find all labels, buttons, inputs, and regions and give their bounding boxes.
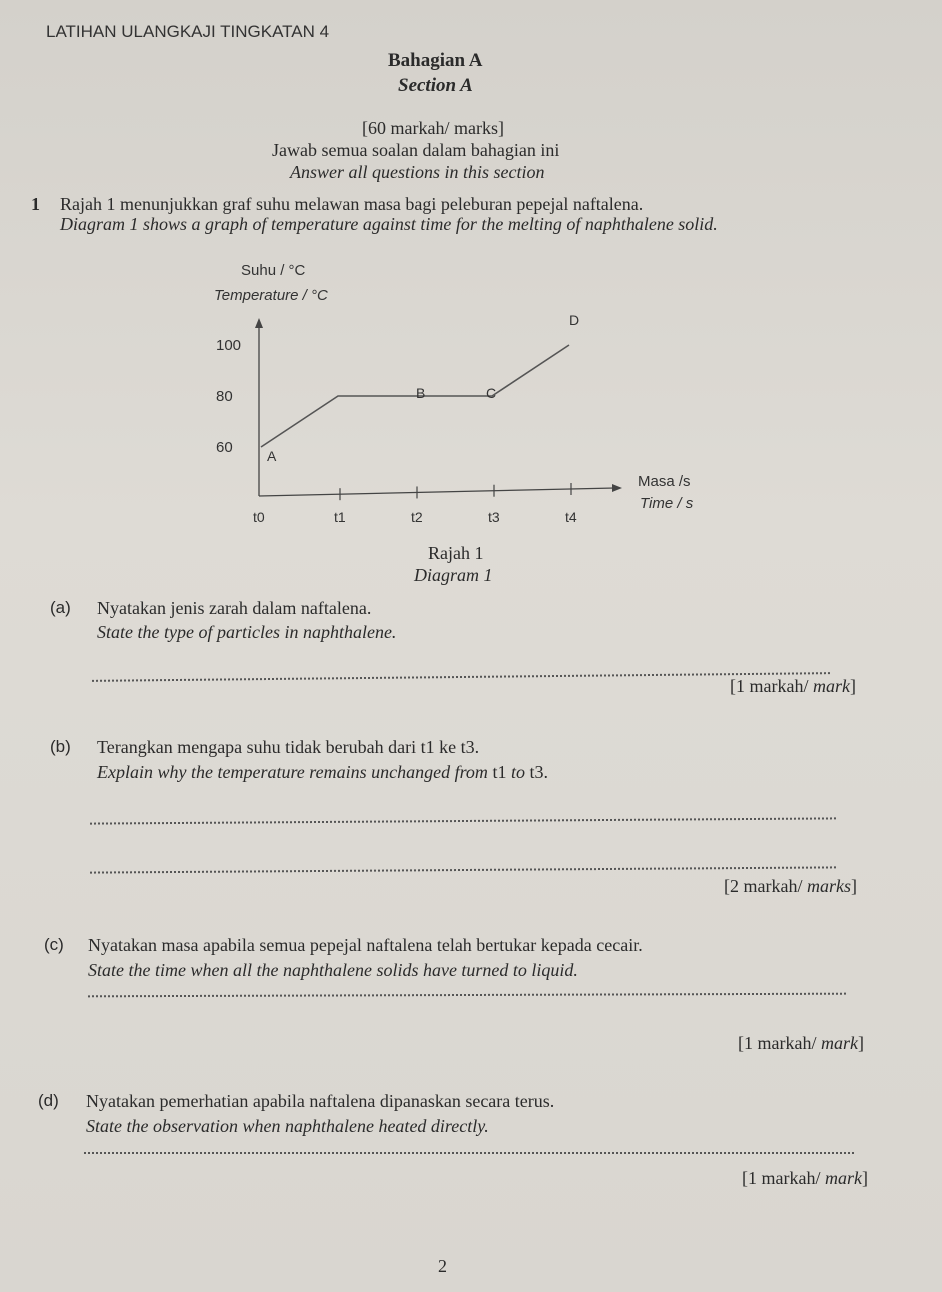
part-c-label: (c) xyxy=(44,935,64,954)
y-tick-label: 60 xyxy=(216,439,233,456)
section-title-en: Section A xyxy=(398,75,473,96)
x-axis xyxy=(259,488,615,496)
part-b-answer-line-1[interactable] xyxy=(90,817,836,824)
diagram-caption-ms: Rajah 1 xyxy=(428,543,484,563)
part-d-question-ms: Nyatakan pemerhatian apabila naftalena dipanaskan secara terus. xyxy=(86,1091,555,1111)
x-tick-label: t1 xyxy=(334,509,346,525)
x-tick-label: t0 xyxy=(253,509,265,525)
part-d-marks: [1 markah/ mark] xyxy=(742,1168,868,1188)
part-a-label: (a) xyxy=(50,598,71,617)
part-d-question-en: State the observation when naphthalene heated directly. xyxy=(86,1116,489,1136)
part-b-answer-line-2[interactable] xyxy=(90,866,836,873)
question-stem-ms: Rajah 1 menunjukkan graf suhu melawan masa bagi peleburan pepejal naftalena. xyxy=(60,194,644,214)
section-marks: [60 markah/ marks] xyxy=(362,118,504,138)
x-axis-label-ms: Masa /s xyxy=(638,473,691,490)
section-title-ms: Bahagian A xyxy=(388,50,483,71)
part-c-marks: [1 markah/ mark] xyxy=(738,1033,864,1053)
part-c-question-ms: Nyatakan masa apabila semua pepejal naftalena telah bertukar kepada cecair. xyxy=(88,935,643,955)
part-a-question-ms: Nyatakan jenis zarah dalam naftalena. xyxy=(97,598,372,618)
part-c-answer-line[interactable] xyxy=(88,993,846,998)
x-axis-label-en: Time / s xyxy=(640,495,694,512)
question-number: 1 xyxy=(31,194,40,214)
y-tick-label: 80 xyxy=(216,388,233,405)
temperature-time-graph xyxy=(0,250,942,540)
part-b-label: (b) xyxy=(50,737,71,756)
point-label-b: B xyxy=(416,385,426,401)
point-label-d: D xyxy=(569,312,580,328)
x-tick-label: t2 xyxy=(411,509,423,525)
question-stem-en: Diagram 1 shows a graph of temperature against time for the melting of naphthalene solid. xyxy=(60,214,718,234)
x-tick-label: t3 xyxy=(488,509,500,525)
y-axis-arrow xyxy=(255,318,263,328)
part-c-question-en: State the time when all the naphthalene solids have turned to liquid. xyxy=(88,960,578,980)
part-d-answer-line[interactable] xyxy=(84,1152,854,1154)
instruction-en: Answer all questions in this section xyxy=(290,162,545,182)
part-a-marks: [1 markah/ mark] xyxy=(730,676,856,696)
diagram-caption-en: Diagram 1 xyxy=(414,565,493,585)
point-label-c: C xyxy=(486,385,497,401)
part-d-label: (d) xyxy=(38,1091,59,1110)
part-b-question-en: Explain why the temperature remains unchanged from t1 to t3. xyxy=(97,762,548,782)
y-tick-label: 100 xyxy=(216,337,242,354)
part-b-question-ms: Terangkan mengapa suhu tidak berubah dari t1 ke t3. xyxy=(97,737,480,757)
part-a-question-en: State the type of particles in naphthalene. xyxy=(97,622,397,642)
y-axis-label-ms: Suhu / °C xyxy=(241,262,306,279)
x-axis-arrow xyxy=(612,484,622,492)
point-label-a: A xyxy=(267,448,277,464)
page-header-title: LATIHAN ULANGKAJI TINGKATAN 4 xyxy=(46,22,330,41)
instruction-ms: Jawab semua soalan dalam bahagian ini xyxy=(272,140,560,160)
part-a-answer-line[interactable] xyxy=(92,672,830,682)
x-tick-label: t4 xyxy=(565,509,577,525)
part-b-marks: [2 markah/ marks] xyxy=(724,876,857,896)
y-axis-label-en: Temperature / °C xyxy=(214,287,328,304)
page-number: 2 xyxy=(438,1256,447,1276)
temperature-line xyxy=(261,345,569,447)
